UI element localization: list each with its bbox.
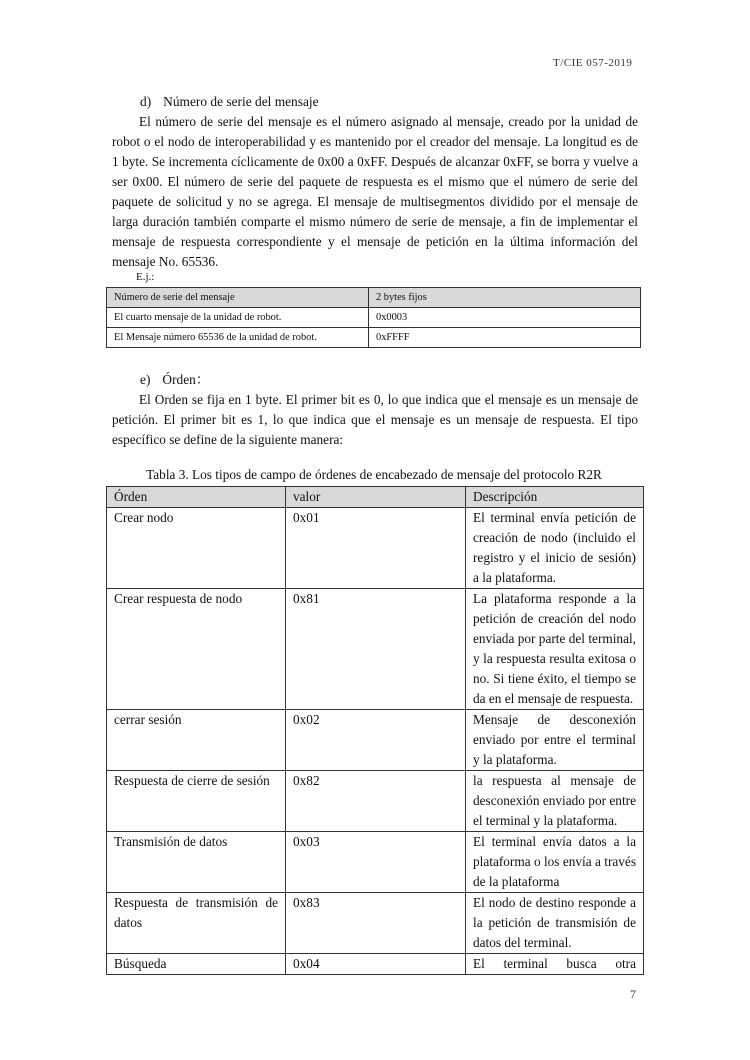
table-cell: Respuesta de cierre de sesión (107, 771, 286, 832)
table-header-cell: Número de serie del mensaje (107, 288, 369, 308)
section-d-heading (140, 92, 319, 112)
table-cell: cerrar sesión (107, 710, 286, 771)
table-cell: El cuarto mensaje de la unidad de robot. (107, 308, 369, 328)
table-header-cell: Descripción (466, 487, 644, 508)
table-cell: 0x0003 (369, 308, 641, 328)
table-cell: Mensaje de desconexión enviado por entre el terminal y la plataforma. (466, 710, 644, 771)
table-header-row (107, 487, 644, 508)
table-header-cell: valor (286, 487, 466, 508)
table-cell: 0x02 (286, 710, 466, 771)
table-row (107, 328, 641, 348)
section-e-paragraph: El Orden se fija en 1 byte. El primer bit es 0, lo que indica que el mensaje es un mensaje de petición. El primer bit es 1, lo que indica que el mensaje es un mensaje de respuesta. El tipo específico se define de la siguiente manera: (112, 392, 638, 447)
serial-example-table (106, 287, 641, 348)
table-row (107, 589, 644, 710)
table-row (107, 771, 644, 832)
section-d-label: d) (140, 94, 152, 109)
section-e-label: e) (140, 372, 151, 387)
table-cell: El Mensaje número 65536 de la unidad de robot. (107, 328, 369, 348)
section-d-paragraph: El número de serie del mensaje es el número asignado al mensaje, creado por la unidad de robot o el nodo de interoperabilidad y es mantenido por el creador del mensaje. La longitud es de 1 byte. Se incrementa cíclicamente de 0x00 a 0xFF. Después de alcanzar 0xFF, se borra y vuelve a ser 0x00. El número de serie del paquete de respuesta es el mismo que el número de serie del paquete de solicitud y no se agrega. El mensaje de multisegmentos dividido por el mensaje de larga duración también comparte el mismo número de serie de mensaje, a fin de implementar el mensaje de respuesta correspondiente y el mensaje de petición en la última información del mensaje No. 65536. (112, 114, 638, 269)
table-cell: La plataforma responde a la petición de creación del nodo enviada por parte del terminal, y la respuesta resulta exitosa o no. Si tiene éxito, el tiempo se da en el mensaje de respuesta. (466, 589, 644, 710)
table-cell: 0x82 (286, 771, 466, 832)
table-cell: 0xFFFF (369, 328, 641, 348)
table-cell: la respuesta al mensaje de desconexión enviado por entre el terminal y la plataforma. (466, 771, 644, 832)
table3-caption: Tabla 3. Los tipos de campo de órdenes de encabezado de mensaje del protocolo R2R (146, 467, 602, 482)
table-row (107, 832, 644, 893)
table-cell: El nodo de destino responde a la petición de transmisión de datos del terminal. (466, 893, 644, 954)
table-header-cell: 2 bytes fijos (369, 288, 641, 308)
table-row (107, 710, 644, 771)
table-cell: 0x01 (286, 508, 466, 589)
table-cell: El terminal envía petición de creación de nodo (incluido el registro y el inicio de sesión) a la plataforma. (466, 508, 644, 589)
table-header-row (107, 288, 641, 308)
table-cell: Crear nodo (107, 508, 286, 589)
section-e-title: Órden： (162, 372, 210, 387)
table-cell: Crear respuesta de nodo (107, 589, 286, 710)
section-d-title: Número de serie del mensaje (163, 94, 319, 109)
table-cell: 0x04 (286, 954, 466, 975)
table-cell: El terminal busca otra (466, 954, 644, 975)
table-cell: Transmisión de datos (107, 832, 286, 893)
table-row (107, 893, 644, 954)
table-cell: 0x81 (286, 589, 466, 710)
table-row (107, 308, 641, 328)
table-cell: Búsqueda (107, 954, 286, 975)
table-row (107, 508, 644, 589)
example-label: E.j.: (136, 271, 155, 283)
table-row (107, 954, 644, 975)
section-e-heading (140, 370, 209, 390)
order-types-table (106, 486, 644, 975)
table-cell: 0x83 (286, 893, 466, 954)
document-code: T/CIE 057-2019 (553, 57, 633, 69)
page-number: 7 (630, 987, 636, 1001)
table-header-cell: Órden (107, 487, 286, 508)
table-cell: 0x03 (286, 832, 466, 893)
table-cell: El terminal envía datos a la plataforma o los envía a través de la plataforma (466, 832, 644, 893)
table-cell: Respuesta de transmisión de datos (107, 893, 286, 954)
